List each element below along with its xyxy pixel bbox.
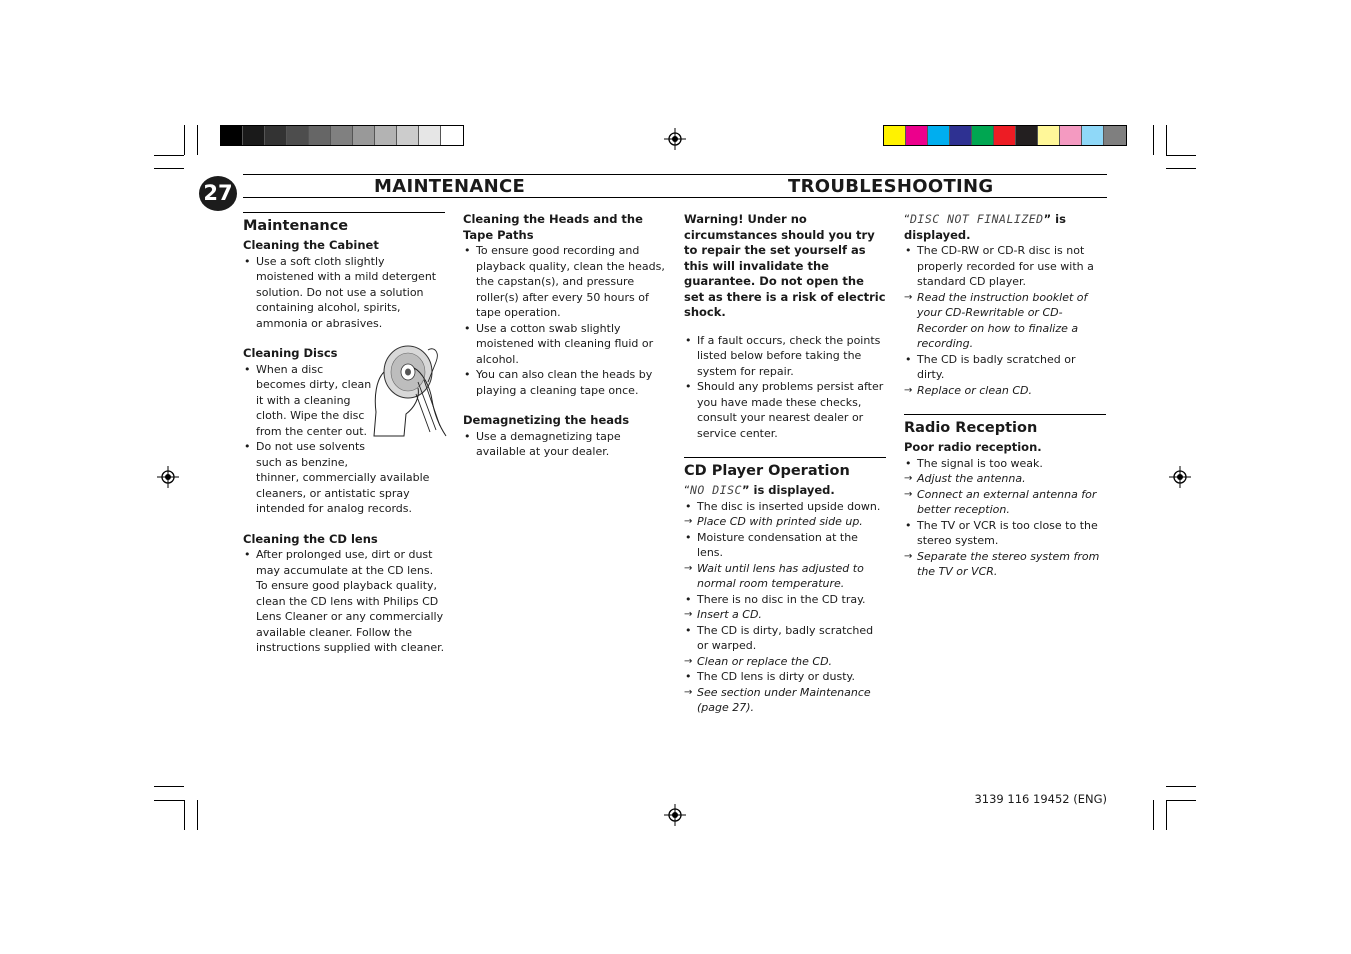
color-swatch bbox=[309, 126, 331, 145]
registration-mark-left-icon bbox=[157, 466, 179, 488]
color-swatch bbox=[287, 126, 309, 145]
problem-item: • The disc is inserted upside down. bbox=[685, 499, 881, 513]
color-swatch bbox=[1038, 126, 1060, 145]
list-item: • After prolonged use, dirt or dust may accumulate at the CD lens. To ensure good playback quality, clean the CD lens with Philips CD Lens Cleaner or any commercially available cleaner. Follow the instructions supplied with cleaner. bbox=[244, 548, 445, 654]
list-item: • Use a cotton swab slightly moistened with cleaning fluid or alcohol. bbox=[464, 321, 654, 366]
maintenance-heading: Maintenance bbox=[243, 218, 349, 234]
cleaning-cabinet-title: Cleaning the Cabinet bbox=[243, 238, 379, 252]
list-item: • Do not use solvents such as benzine, thinner, commercially available cleaners, or antistatic spray intended for analog records. bbox=[244, 440, 430, 515]
remedy-item: → See section under Maintenance (page 27). bbox=[684, 685, 871, 714]
color-swatch bbox=[994, 126, 1016, 145]
demagnetizing-title: Demagnetizing the heads bbox=[463, 413, 630, 427]
color-swatch bbox=[1060, 126, 1082, 145]
grayscale-calibration-strip bbox=[220, 125, 464, 146]
problem-item: • The CD is badly scratched or dirty. bbox=[905, 352, 1076, 381]
color-swatch bbox=[950, 126, 972, 145]
list-item: • Use a demagnetizing tape available at your dealer. bbox=[464, 429, 621, 458]
cd-player-heading: CD Player Operation bbox=[684, 463, 850, 479]
cleaning-discs-title: Cleaning Discs bbox=[243, 346, 338, 360]
color-swatch bbox=[419, 126, 441, 145]
radio-reception-heading: Radio Reception bbox=[904, 420, 1038, 436]
color-swatch bbox=[397, 126, 419, 145]
registration-mark-right-icon bbox=[1169, 466, 1191, 488]
remedy-item: → Connect an external antenna for better reception. bbox=[904, 487, 1097, 516]
safety-warning: Warning! Under no circumstances should you try to repair the set yourself as this will invalidate the guarantee. Do not open the set as there is a risk of electric shock. bbox=[684, 212, 886, 319]
cleaning-heads-title: Cleaning the Heads and the Tape Paths bbox=[463, 212, 643, 242]
problem-item: • The CD is dirty, badly scratched or warped. bbox=[685, 623, 874, 652]
list-item: • Should any problems persist after you have made these checks, consult your nearest dealer or service center. bbox=[685, 380, 884, 440]
color-swatch bbox=[265, 126, 287, 145]
color-swatch bbox=[972, 126, 994, 145]
list-item: • You can also clean the heads by playing a cleaning tape once. bbox=[464, 368, 653, 397]
section-rule bbox=[904, 414, 1106, 415]
remedy-item: → Insert a CD. bbox=[684, 608, 762, 621]
problem-item: • The TV or VCR is too close to the stereo system. bbox=[905, 518, 1098, 547]
page-title-troubleshooting: TROUBLESHOOTING bbox=[788, 176, 994, 197]
not-finalized-symptom: “DISC NOT FINALIZED” is displayed. bbox=[904, 212, 1066, 242]
remedy-item: → Separate the stereo system from the TV or VCR. bbox=[904, 549, 1100, 578]
remedy-item: → Adjust the antenna. bbox=[904, 472, 1026, 485]
color-swatch bbox=[221, 126, 243, 145]
color-swatch bbox=[1104, 126, 1126, 145]
color-swatch bbox=[331, 126, 353, 145]
remedy-item: → Wait until lens has adjusted to normal room temperature. bbox=[684, 561, 864, 590]
column-troubleshooting-2 bbox=[904, 212, 1106, 580]
color-swatch bbox=[1016, 126, 1038, 145]
column-troubleshooting-1 bbox=[684, 212, 886, 716]
no-disc-symptom: “NO DISC” is displayed. bbox=[684, 483, 835, 497]
color-swatch bbox=[1082, 126, 1104, 145]
problem-item: • There is no disc in the CD tray. bbox=[685, 592, 866, 606]
problem-item: • Moisture condensation at the lens. bbox=[685, 530, 858, 559]
remedy-item: → Read the instruction booklet of your CD-Rewritable or CD-Recorder on how to finalize a recording. bbox=[904, 290, 1088, 350]
disc-cleaning-illustration bbox=[370, 342, 448, 438]
column-maintenance-2 bbox=[463, 212, 665, 460]
section-rule bbox=[684, 457, 886, 458]
page-title-maintenance: MAINTENANCE bbox=[374, 176, 526, 197]
remedy-item: → Clean or replace the CD. bbox=[684, 654, 833, 668]
registration-mark-top-icon bbox=[664, 128, 686, 150]
poor-radio-reception-symptom: Poor radio reception. bbox=[904, 440, 1042, 454]
remedy-item: → Replace or clean CD. bbox=[904, 383, 1032, 397]
remedy-item: → Place CD with printed side up. bbox=[684, 515, 863, 528]
list-item: • When a disc becomes dirty, clean it with a cleaning cloth. Wipe the disc from the center out. bbox=[244, 362, 372, 438]
section-rule bbox=[243, 212, 445, 213]
cleaning-lens-title: Cleaning the CD lens bbox=[243, 531, 378, 546]
list-item: • Use a soft cloth slightly moistened with a mild detergent solution. Do not use a solution containing alcohol, spirits, ammonia or abrasives. bbox=[244, 254, 437, 330]
problem-item: • The CD lens is dirty or dusty. bbox=[685, 670, 855, 683]
color-swatch bbox=[353, 126, 375, 145]
registration-mark-bottom-icon bbox=[664, 804, 686, 826]
page-number-badge: 27 bbox=[199, 176, 237, 211]
color-swatch bbox=[441, 126, 463, 145]
color-swatch bbox=[884, 126, 906, 145]
color-swatch bbox=[243, 126, 265, 145]
problem-item: • The signal is too weak. bbox=[905, 456, 1043, 470]
list-item: • If a fault occurs, check the points listed below before taking the system for repair. bbox=[685, 333, 881, 378]
color-calibration-strip bbox=[883, 125, 1127, 146]
color-swatch bbox=[928, 126, 950, 145]
color-swatch bbox=[906, 126, 928, 145]
page-header-bar bbox=[243, 174, 1107, 198]
problem-item: • The CD-RW or CD-R disc is not properly recorded for use with a standard CD player. bbox=[905, 244, 1094, 288]
color-swatch bbox=[375, 126, 397, 145]
list-item: • To ensure good recording and playback quality, clean the heads, the capstan(s), and pressure roller(s) after every 50 hours of tape operation. bbox=[464, 244, 665, 319]
footer-document-code: 3139 116 19452 (ENG) bbox=[974, 792, 1107, 806]
